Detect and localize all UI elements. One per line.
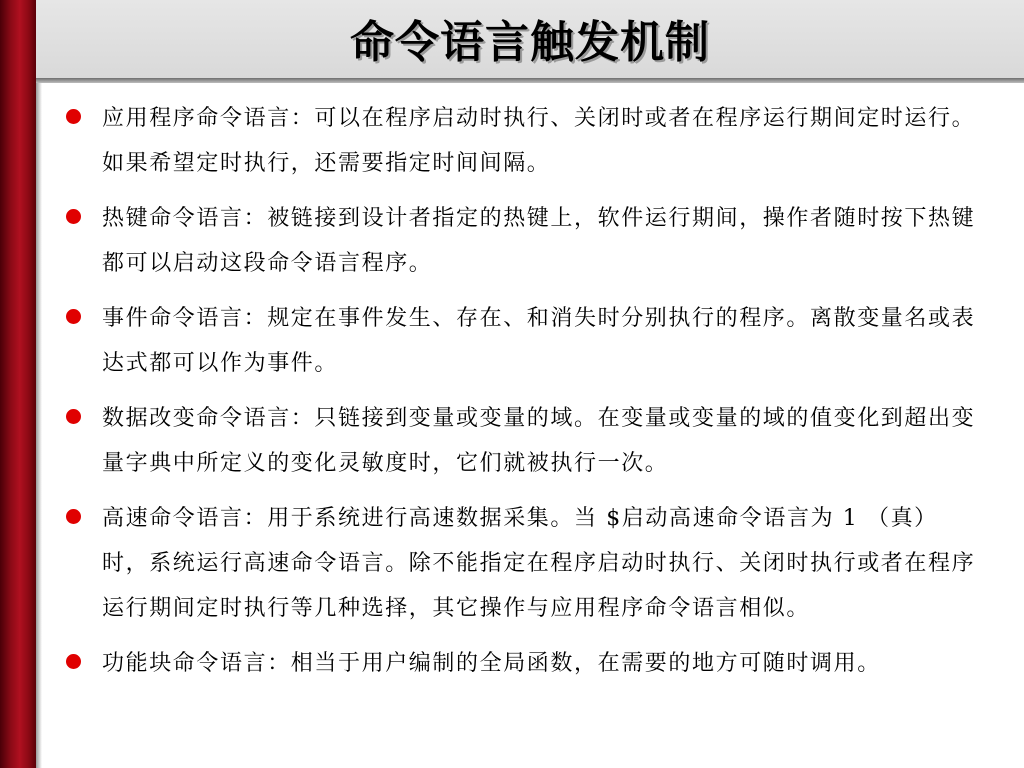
bullet-dot-icon xyxy=(66,109,81,124)
bullet-list xyxy=(60,96,990,696)
bullet-dot-icon xyxy=(66,209,81,224)
slide-side-bar xyxy=(0,0,36,768)
bullet-item-data-change-command xyxy=(60,396,990,486)
bullet-text: 应用程序命令语言：可以在程序启动时执行、关闭时或者在程序运行期间定时运行。如果希望定时执行，还需要指定时间间隔。 xyxy=(102,106,976,176)
bullet-item-hotkey-command xyxy=(60,196,990,286)
bullet-text: 高速命令语言：用于系统进行高速数据采集。当 $启动高速命令语言为 1 （真） 时，系统运行高速命令语言。除不能指定在程序启动时执行、关闭时执行或者在程序运行期间定时执行等几种选择，其它操作与应用程序命令语言相似。 xyxy=(102,506,976,621)
bullet-item-high-speed-command xyxy=(60,496,990,631)
slide-title: 命令语言触发机制 xyxy=(350,17,710,68)
side-bar-shadow xyxy=(36,0,42,768)
bullet-text: 数据改变命令语言：只链接到变量或变量的域。在变量或变量的域的值变化到超出变量字典中所定义的变化灵敏度时，它们就被执行一次。 xyxy=(102,406,976,476)
bullet-item-app-command xyxy=(60,96,990,186)
bullet-item-function-block-command xyxy=(60,641,990,686)
bullet-text: 事件命令语言：规定在事件发生、存在、和消失时分别执行的程序。离散变量名或表达式都可以作为事件。 xyxy=(102,306,976,376)
bullet-dot-icon xyxy=(66,509,81,524)
title-underline xyxy=(36,78,1024,83)
bullet-text: 功能块命令语言：相当于用户编制的全局函数，在需要的地方可随时调用。 xyxy=(102,651,881,676)
bullet-item-event-command xyxy=(60,296,990,386)
bullet-dot-icon xyxy=(66,309,81,324)
bullet-text: 热键命令语言：被链接到设计者指定的热键上，软件运行期间，操作者随时按下热键都可以启动这段命令语言程序。 xyxy=(102,206,976,276)
bullet-dot-icon xyxy=(66,409,81,424)
bullet-dot-icon xyxy=(66,654,81,669)
